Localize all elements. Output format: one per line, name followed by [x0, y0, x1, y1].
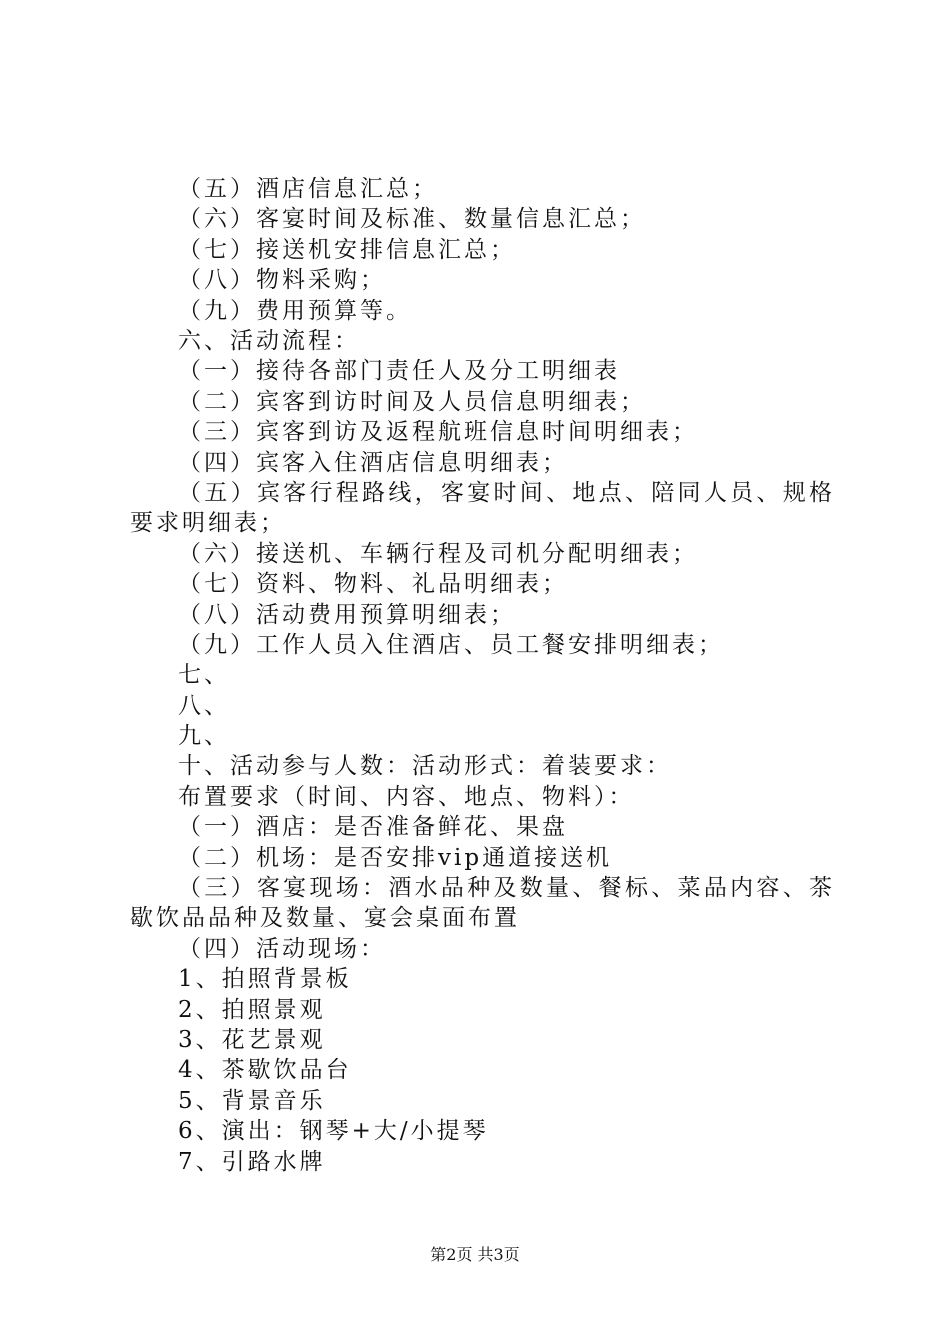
document-line: （二）机场：是否安排vip通道接送机 — [178, 844, 613, 871]
document-line: （九）费用预算等。 — [178, 297, 412, 324]
document-line: 八、 — [178, 692, 230, 719]
document-line: （八）活动费用预算明细表； — [178, 601, 516, 628]
document-line: 布置要求（时间、内容、地点、物料）： — [178, 783, 635, 810]
document-line: （五）酒店信息汇总； — [178, 176, 438, 202]
document-line: 4、茶歇饮品台 — [178, 1057, 352, 1084]
document-line: 九、 — [178, 723, 230, 750]
document-line: （八）物料采购； — [178, 267, 386, 294]
document-line: （五）宾客行程路线，客宴时间、地点、陪同人员、规格要求明细表； — [130, 479, 835, 537]
document-line: 7、引路水牌 — [178, 1148, 326, 1175]
document-line: 十、活动参与人数：活动形式：着装要求： — [178, 753, 672, 780]
document-line: 5、背景音乐 — [178, 1087, 326, 1114]
document-line: （六）接送机、车辆行程及司机分配明细表； — [178, 540, 698, 567]
document-line: （六）客宴时间及标准、数量信息汇总； — [178, 206, 646, 233]
document-line: （一）接待各部门责任人及分工明细表 — [178, 358, 620, 385]
document-line: 3、花艺景观 — [178, 1027, 326, 1053]
document-line: 七、 — [178, 662, 230, 689]
document-line: （三）宾客到访及返程航班信息时间明细表； — [178, 419, 698, 446]
document-line: （二）宾客到访时间及人员信息明细表； — [178, 388, 646, 415]
document-line: （四）宾客入住酒店信息明细表； — [178, 449, 568, 476]
document-line: （七）资料、物料、礼品明细表； — [178, 571, 568, 598]
document-line: （四）活动现场： — [178, 935, 386, 962]
document-line: 1、拍照背景板 — [178, 966, 352, 993]
document-body — [130, 174, 835, 1177]
document-line: 2、拍照景观 — [178, 996, 326, 1023]
document-line: （七）接送机安排信息汇总； — [178, 236, 516, 263]
document-line: 6、演出：钢琴+大/小提琴 — [178, 1118, 489, 1145]
document-line: 六、活动流程： — [178, 327, 360, 354]
document-line: （三）客宴现场：酒水品种及数量、餐标、菜品内容、茶歇饮品品种及数量、宴会桌面布置 — [130, 875, 835, 932]
page-footer: 第2页 共3页 — [430, 1245, 520, 1264]
document-line: （一）酒店：是否准备鲜花、果盘 — [178, 814, 568, 841]
document-line: （九）工作人员入住酒店、员工餐安排明细表； — [178, 631, 724, 658]
